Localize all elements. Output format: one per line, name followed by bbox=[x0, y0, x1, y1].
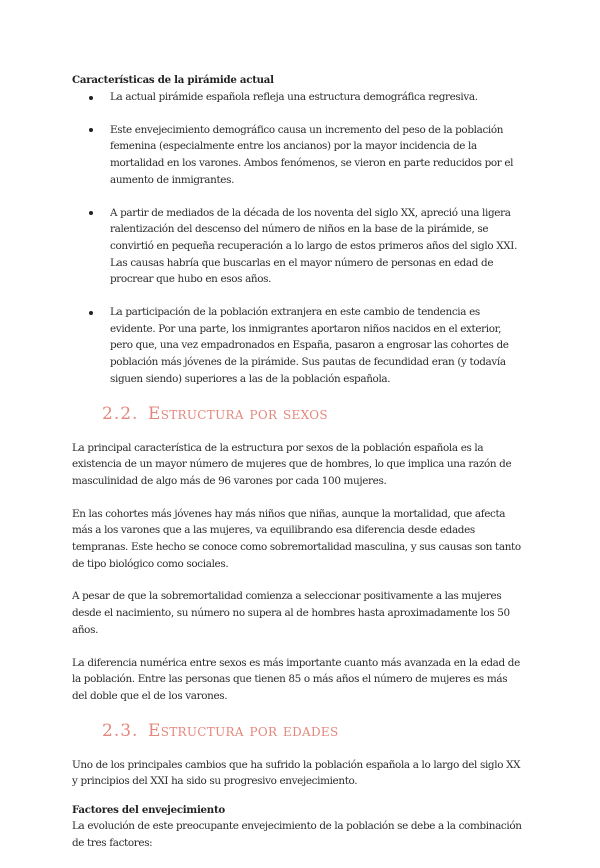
paragraph: Uno de los principales cambios que ha sufrido la población española a lo largo del siglo XX y principios del XXI ha sido su progresivo envejecimiento. bbox=[72, 758, 521, 788]
section-title: Estructura por sexos bbox=[148, 403, 328, 424]
bullet-list-caracteristicas bbox=[72, 89, 524, 388]
paragraph: La principal característica de la estructura por sexos de la población española es la existencia de un mayor número de mujeres que de hombres, lo que implica una razón de masculinidad de algo más de 96 varones por cada 100 mujeres. bbox=[72, 441, 512, 487]
bullet-item: Este envejecimiento demográfico causa un incremento del peso de la población femenina (especialmente entre los ancianos) por la mayor incidencia de la mortalidad en los varones. Ambos fenómenos, se vieron en parte reducidos por el aumento de inmigrantes. bbox=[72, 122, 524, 189]
section-number: 2.2. bbox=[102, 403, 139, 424]
paragraph: La evolución de este preocupante envejecimiento de la población se debe a la combinación de tres factores: bbox=[72, 820, 522, 849]
section-number: 2.3. bbox=[102, 720, 139, 741]
page-content bbox=[72, 74, 524, 868]
subtitle-factores: Factores del envejecimiento bbox=[72, 804, 225, 817]
subtitle-caracteristicas: Características de la pirámide actual bbox=[72, 74, 274, 86]
section-title: Estructura por edades bbox=[148, 720, 339, 741]
bullet-item: A partir de mediados de la década de los noventa del siglo XX, apreció una ligera ralentización del descenso del número de niños en la base de la pirámide, se convirtió en pequeña recuperación a lo largo de estos primeros años del siglo XXI. Las causas habría que buscarlas en el mayor número de personas en edad de procrear que hubo en esos años. bbox=[72, 205, 524, 289]
paragraph: La diferencia numérica entre sexos es más importante cuanto más avanzada en la edad de la población. Entre las personas que tienen 85 o más años el número de mujeres es más del doble que el de los varones. bbox=[72, 656, 520, 702]
paragraph: En las cohortes más jóvenes hay más niños que niñas, aunque la mortalidad, que afecta más a los varones que a las mujeres, va equilibrando esa diferencia desde edades tempranas. Este hecho se conoce como sobremortalidad masculina, y sus causas son tanto de tipo biológico como sociales. bbox=[72, 507, 521, 570]
bullet-item: La actual pirámide española refleja una estructura demográfica regresiva. bbox=[72, 89, 524, 106]
paragraph: A pesar de que la sobremortalidad comienza a seleccionar positivamente a las mujeres desde el nacimiento, su número no supera al de hombres hasta aproximadamente los 50 años. bbox=[72, 590, 510, 636]
section-heading-edades bbox=[102, 721, 524, 741]
section-heading-sexos bbox=[102, 404, 524, 424]
bullet-item: La participación de la población extranjera en este cambio de tendencia es evidente. Por una parte, los inmigrantes aportaron niños nacidos en el exterior, pero que, una vez empadronados en España, pasaron a engrosar las cohortes de población más jóvenes de la pirámide. Sus pautas de fecundidad eran (y todavía siguen siendo) superiores a las de la población española. bbox=[72, 304, 524, 388]
